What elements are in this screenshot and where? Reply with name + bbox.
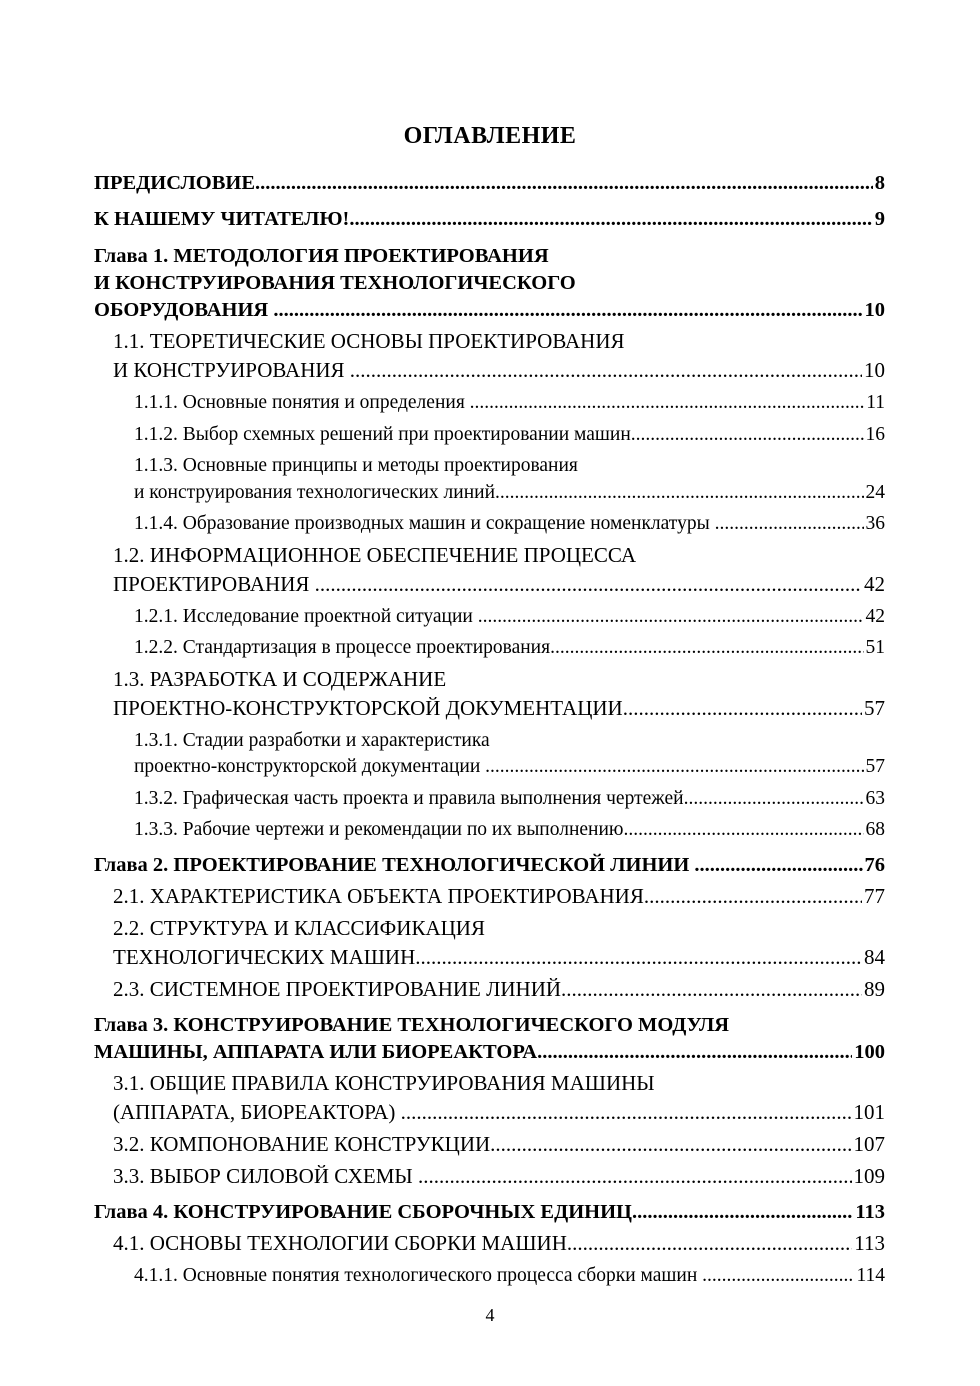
toc-entry[interactable] xyxy=(94,1069,885,1127)
toc-entry-title: 4.1. ОСНОВЫ ТЕХНОЛОГИИ СБОРКИ МАШИН ..... xyxy=(113,1229,852,1258)
toc-entry-title: и конструирования технологических линий ..... xyxy=(134,480,864,507)
toc-entry-title: 4.1.1. Основные понятия технологического процесса сборки машин ..... xyxy=(134,1263,854,1290)
toc-entry-title: 1.1.1. Основные понятия и определения ..... xyxy=(134,390,864,417)
toc-entry-line: 1.3. РАЗРАБОТКА И СОДЕРЖАНИЕ xyxy=(113,666,447,691)
toc-entry[interactable] xyxy=(94,327,885,385)
toc-entry[interactable] xyxy=(94,1130,885,1159)
toc-entry[interactable] xyxy=(94,882,885,911)
toc-entry-page: 24 xyxy=(865,481,885,503)
toc-entry[interactable] xyxy=(94,511,885,538)
toc-entry[interactable] xyxy=(94,422,885,449)
toc-entry-page: 42 xyxy=(865,605,885,627)
toc-entry-line: 3.1. ОБЩИЕ ПРАВИЛА КОНСТРУИРОВАНИЯ МАШИНЫ xyxy=(113,1070,655,1095)
toc-entry[interactable] xyxy=(94,665,885,723)
toc-entry-title: 1.2.2. Стандартизация в процессе проектирования ..... xyxy=(134,635,864,662)
toc-entry-title: 3.2. КОМПОНОВАНИЕ КОНСТРУКЦИИ ..... xyxy=(113,1130,852,1159)
toc-entry-page: 107 xyxy=(853,1131,885,1156)
toc-entry[interactable] xyxy=(94,453,885,506)
toc-entry-title: 1.3.2. Графическая часть проекта и правила выполнения чертежей ..... xyxy=(134,786,864,813)
toc-entry-line: И КОНСТРУИРОВАНИЯ ТЕХНОЛОГИЧЕСКОГО xyxy=(94,272,576,294)
toc-entry-title: 1.1.2. Выбор схемных решений при проектировании машин ..... xyxy=(134,422,864,449)
toc-entry-title: Глава 2. ПРОЕКТИРОВАНИЕ ТЕХНОЛОГИЧЕСКОЙ ЛИНИИ ..... xyxy=(94,852,863,879)
toc-entry-title: 1.2.1. Исследование проектной ситуации ..... xyxy=(134,604,864,631)
toc-entry[interactable] xyxy=(94,541,885,599)
toc-entry[interactable] xyxy=(94,1162,885,1191)
toc-entry-page: 51 xyxy=(865,637,885,658)
toc-entry-page: 9 xyxy=(874,208,885,230)
toc-entry-title: ОБОРУДОВАНИЯ ..... xyxy=(94,297,863,324)
toc-entry[interactable] xyxy=(94,852,885,879)
toc-entry-page: 10 xyxy=(864,358,885,382)
toc-entry-page: 68 xyxy=(865,819,885,840)
toc-entry-title: 1.3.3. Рабочие чертежи и рекомендации по их выполнению ..... xyxy=(134,817,864,844)
toc-entry-title: МАШИНЫ, АППАРАТА ИЛИ БИОРЕАКТОРА ..... xyxy=(94,1039,852,1066)
toc-entry-title: И КОНСТРУИРОВАНИЯ ..... xyxy=(113,356,862,385)
toc-entry-page: 76 xyxy=(864,853,885,876)
toc-entry-title: проектно-конструкторской документации ..... xyxy=(134,754,864,781)
toc-entry-line: Глава 3. КОНСТРУИРОВАНИЕ ТЕХНОЛОГИЧЕСКОГО МОДУЛЯ xyxy=(94,1013,730,1036)
page-title: ОГЛАВЛЕНИЕ xyxy=(403,123,577,149)
toc-entry-page: 109 xyxy=(853,1163,885,1188)
toc-entry-title: Глава 4. КОНСТРУИРОВАНИЕ СБОРОЧНЫХ ЕДИНИЦ ..... xyxy=(94,1199,853,1226)
toc-entry[interactable] xyxy=(94,243,885,324)
toc-entry-line: 2.2. СТРУКТУРА И КЛАССИФИКАЦИЯ xyxy=(113,915,485,940)
toc-entry-line: 1.1.3. Основные принципы и методы проектирования xyxy=(134,455,578,476)
toc-entry-page: 114 xyxy=(856,1264,885,1286)
toc-entry-title: ПРОЕКТНО-КОНСТРУКТОРСКОЙ ДОКУМЕНТАЦИИ ..... xyxy=(113,694,862,723)
toc-entry-title: 3.3. ВЫБОР СИЛОВОЙ СХЕМЫ ..... xyxy=(113,1162,852,1191)
toc-entry[interactable] xyxy=(94,1263,885,1290)
toc-entry-title: ТЕХНОЛОГИЧЕСКИХ МАШИН ..... xyxy=(113,943,862,972)
toc-entry-page: 36 xyxy=(865,513,885,534)
toc-entry[interactable] xyxy=(94,728,885,781)
toc-entry-page: 42 xyxy=(864,571,885,596)
toc-entry-page: 113 xyxy=(854,1230,885,1255)
toc-entry[interactable] xyxy=(94,975,885,1004)
toc-entry-page: 77 xyxy=(864,883,885,908)
toc-entry-page: 89 xyxy=(864,976,885,1001)
toc-entry[interactable] xyxy=(94,1199,885,1226)
toc-entry-page: 10 xyxy=(864,299,885,321)
toc-entry[interactable] xyxy=(94,170,885,197)
toc-entry[interactable] xyxy=(94,1229,885,1258)
toc-entry[interactable] xyxy=(94,817,885,844)
toc-entry-title: ПРОЕКТИРОВАНИЯ ..... xyxy=(113,570,862,599)
toc-entry-line: 1.2. ИНФОРМАЦИОННОЕ ОБЕСПЕЧЕНИЕ ПРОЦЕССА xyxy=(113,542,637,567)
toc-entry-line: Глава 1. МЕТОДОЛОГИЯ ПРОЕКТИРОВАНИЯ xyxy=(94,245,549,267)
toc-entry-title: ПРЕДИСЛОВИЕ ..... xyxy=(94,170,873,197)
toc-entry-page: 63 xyxy=(865,787,885,809)
toc-entry-page: 8 xyxy=(874,172,885,194)
toc-entry-page: 57 xyxy=(865,756,885,777)
toc-entry[interactable] xyxy=(94,914,885,972)
toc-entry-page: 57 xyxy=(864,695,885,720)
toc-entry[interactable] xyxy=(94,635,885,662)
toc-entry-title: 2.1. ХАРАКТЕРИСТИКА ОБЪЕКТА ПРОЕКТИРОВАНИЯ ..... xyxy=(113,882,862,911)
toc-entry-page: 84 xyxy=(864,944,885,969)
toc-entry-title: 1.1.4. Образование производных машин и сокращение номенклатуры ..... xyxy=(134,511,864,538)
toc-entry-page: 100 xyxy=(854,1040,885,1063)
toc-entry-line: 1.3.1. Стадии разработки и характеристика xyxy=(134,729,490,751)
toc-entry[interactable] xyxy=(94,1012,885,1066)
toc-entry[interactable] xyxy=(94,786,885,813)
toc-entry-line: 1.1. ТЕОРЕТИЧЕСКИЕ ОСНОВЫ ПРОЕКТИРОВАНИЯ xyxy=(113,329,625,353)
toc-entry[interactable] xyxy=(94,206,885,233)
toc-entry-title: 2.3. СИСТЕМНОЕ ПРОЕКТИРОВАНИЕ ЛИНИЙ ..... xyxy=(113,975,862,1004)
toc-entry-page: 11 xyxy=(866,392,885,413)
toc-entry-title: К НАШЕМУ ЧИТАТЕЛЮ! ..... xyxy=(94,206,873,233)
toc-entry-page: 101 xyxy=(853,1099,885,1124)
toc-entry-page: 113 xyxy=(855,1200,885,1223)
page-number: 4 xyxy=(485,1305,495,1325)
toc-entry[interactable] xyxy=(94,390,885,417)
toc-entry[interactable] xyxy=(94,604,885,631)
toc-entry-title: (АППАРАТА, БИОРЕАКТОРА) ..... xyxy=(113,1098,852,1127)
toc-entry-page: 16 xyxy=(865,423,885,445)
table-of-contents xyxy=(94,166,885,1289)
